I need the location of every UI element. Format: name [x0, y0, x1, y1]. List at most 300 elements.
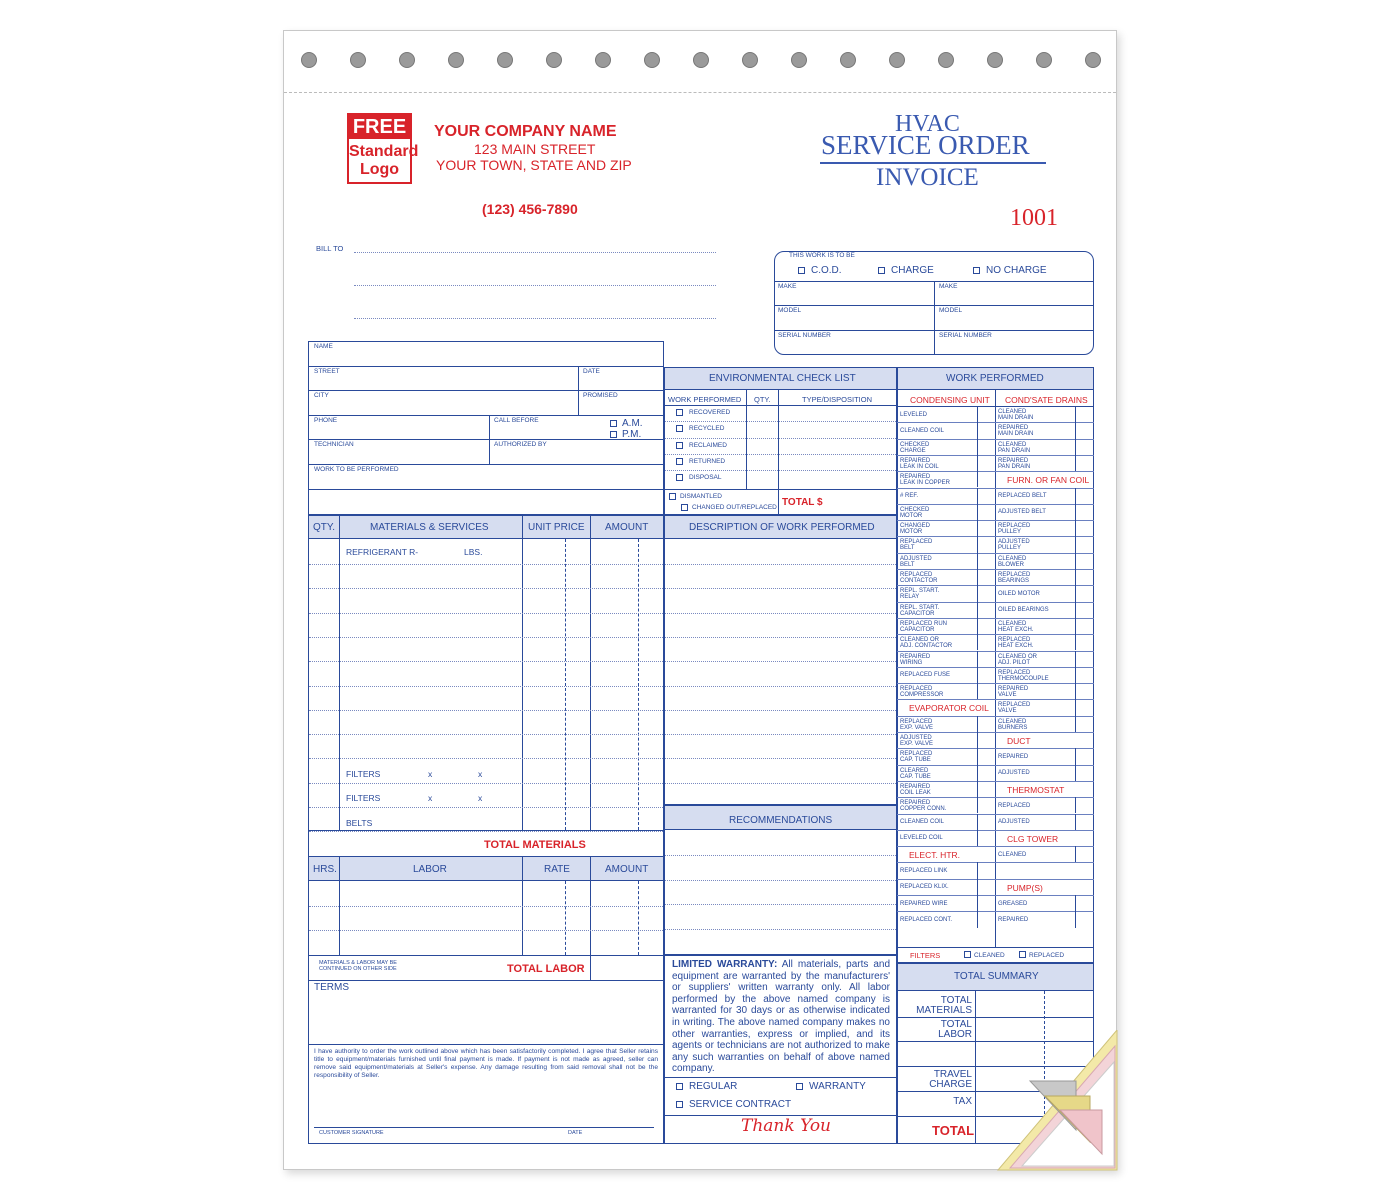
wp-item-left: REPLACED RUN CAPACITOR	[900, 620, 948, 633]
wp-check-col	[1075, 618, 1076, 634]
env-total-label: TOTAL $	[782, 497, 823, 508]
description-line	[665, 588, 896, 589]
wp-row-line	[897, 520, 1094, 521]
wp-check-col	[1075, 553, 1076, 569]
binding-hole	[742, 52, 758, 68]
wp-row-line	[897, 439, 1094, 440]
changed-label: CHANGED OUT/REPLACED	[692, 504, 777, 511]
wp-item-right: CLEANED BLOWER	[998, 555, 1027, 568]
wp-row-line	[897, 602, 1094, 603]
wp-item-left: REPL. START. CAPACITOR	[900, 604, 940, 617]
changed-checkbox[interactable]	[681, 504, 688, 511]
wp-check-col	[1075, 439, 1076, 455]
material-row-line	[309, 661, 663, 662]
env-recovered-checkbox[interactable]	[676, 409, 683, 416]
description-line	[665, 783, 896, 784]
wp-row-line	[897, 748, 1094, 749]
labor-header: LABOR	[413, 864, 447, 875]
description-line	[665, 710, 896, 711]
title-invoice: INVOICE	[876, 164, 979, 191]
wp-section-right: THERMOSTAT	[1007, 784, 1065, 795]
description-line	[665, 758, 896, 759]
wp-check-col	[977, 765, 978, 781]
wp-item-left: REPLACED COMPRESSOR	[900, 686, 944, 699]
wp-item-right: REPLACED BELT	[998, 493, 1047, 499]
labor-amount-header: AMOUNT	[605, 864, 649, 875]
wp-check-col	[977, 748, 978, 764]
filters-x-2b: x	[478, 793, 483, 803]
binding-hole	[546, 52, 562, 68]
wp-row-line	[897, 504, 1094, 505]
wp-check-col	[977, 862, 978, 878]
regular-checkbox[interactable]	[676, 1083, 683, 1090]
materials-header: MATERIALS & SERVICES	[370, 522, 489, 533]
logo-logo: Logo	[359, 161, 400, 178]
wp-check-col	[977, 651, 978, 667]
recommendation-line	[665, 904, 896, 905]
recommendation-line	[665, 855, 896, 856]
env-row-line	[665, 421, 896, 422]
wp-item-right: REPAIRED	[998, 753, 1029, 760]
wp-check-col	[977, 618, 978, 634]
wp-section-left: EVAPORATOR COIL	[909, 703, 989, 714]
binding-hole	[840, 52, 856, 68]
binding-hole	[301, 52, 317, 68]
filters-label-1: FILTERS	[346, 769, 381, 779]
total-materials-label: TOTAL MATERIALS	[484, 839, 586, 851]
service-contract-checkbox[interactable]	[676, 1101, 683, 1108]
binding-hole	[791, 52, 807, 68]
wp-row-line	[897, 536, 1094, 537]
wp-check-col	[1075, 406, 1076, 422]
authorized-label: AUTHORIZED BY	[494, 441, 547, 448]
company-name: YOUR COMPANY NAME	[434, 123, 617, 140]
description-line	[665, 661, 896, 662]
wp-check-col	[977, 781, 978, 797]
no-charge-label: NO CHARGE	[986, 265, 1047, 276]
wp-item-right: REPLACED BEARINGS	[998, 572, 1031, 584]
wp-item-right: GREASED	[998, 900, 1028, 907]
wp-check-col	[1075, 536, 1076, 552]
filters-x-2a: x	[428, 793, 433, 803]
model-label-1: MODEL	[778, 307, 802, 314]
wp-item-right: CLEANED BURNERS	[998, 718, 1028, 731]
cod-label: C.O.D.	[811, 265, 842, 276]
binding-hole	[350, 52, 366, 68]
wp-item-left: CLEANED OR ADJ. CONTACTOR	[900, 637, 953, 650]
wp-item-left: REPAIRED WIRING	[900, 653, 931, 666]
cod-checkbox[interactable]	[798, 267, 805, 274]
wp-check-col	[977, 602, 978, 618]
carbon-copies-corner	[990, 1030, 1120, 1175]
material-row-line	[309, 588, 663, 589]
wp-row-line	[897, 667, 1094, 668]
binding-hole	[987, 52, 1003, 68]
dismantled-checkbox[interactable]	[669, 493, 676, 500]
wp-check-col	[1075, 911, 1076, 927]
wp-item-right: OILED MOTOR	[998, 590, 1040, 597]
wp-item-right: CLEANED PAN DRAIN	[998, 441, 1031, 454]
make-label-2: MAKE	[939, 283, 958, 290]
filters-wp-label: FILTERS	[910, 951, 941, 960]
wp-row-line	[897, 846, 1094, 847]
wp-item-left: REPAIRED LEAK IN COIL	[900, 457, 939, 470]
wp-check-col	[977, 455, 978, 471]
env-row-label: RECOVERED	[689, 409, 731, 416]
description-box	[664, 515, 897, 805]
summary-travel-label: TRAVEL CHARGE	[929, 1069, 972, 1090]
bill-to-line-2[interactable]	[354, 285, 716, 286]
wp-row-line	[897, 781, 1094, 782]
wp-item-right: CLEANED	[998, 851, 1027, 858]
wp-row-line	[897, 830, 1094, 831]
invoice-number: 1001	[1010, 205, 1058, 231]
env-col-qty: QTY.	[754, 395, 771, 404]
wp-item-right: REPLACED HEAT EXCH.	[998, 637, 1034, 650]
pm-checkbox[interactable]	[610, 431, 617, 438]
material-row-line	[309, 758, 663, 759]
binding-hole	[644, 52, 660, 68]
total-summary-title: TOTAL SUMMARY	[954, 971, 1039, 982]
wp-check-col	[1075, 634, 1076, 650]
filters-replaced-checkbox[interactable]	[1019, 951, 1026, 958]
wp-check-col	[977, 439, 978, 455]
wp-check-col	[977, 504, 978, 520]
summary-tm-label: TOTAL MATERIALS	[916, 995, 972, 1016]
title-hvac: HVAC	[895, 111, 960, 137]
wp-item-left: REPLACED EXP. VALVE	[900, 718, 934, 731]
wp-item-right: ADJUSTED	[998, 770, 1030, 777]
wp-section-left: ELECT. HTR.	[909, 850, 961, 861]
rate-header: RATE	[544, 864, 570, 875]
wp-row-line	[897, 732, 1094, 733]
description-line	[665, 613, 896, 614]
wp-check-col	[977, 895, 978, 911]
wp-item-right: ADJUSTED BELT	[998, 509, 1046, 516]
regular-label: REGULAR	[689, 1081, 738, 1092]
wp-item-right: REPLACED PULLEY	[998, 523, 1031, 536]
wp-check-col	[1075, 569, 1076, 585]
wp-row-line	[897, 862, 1094, 863]
terms-label: TERMS	[314, 982, 349, 993]
wp-check-col	[977, 422, 978, 438]
wp-check-col	[1075, 748, 1076, 764]
street-label: STREET	[314, 368, 340, 375]
dismantled-label: DISMANTLED	[680, 493, 722, 500]
material-row-line	[309, 564, 663, 565]
wp-check-col	[1075, 699, 1076, 715]
wp-check-col	[977, 797, 978, 813]
wp-row-line	[897, 651, 1094, 652]
wp-item-right: REPAIRED MAIN DRAIN	[998, 425, 1034, 438]
wp-check-col	[977, 488, 978, 504]
binding-hole	[889, 52, 905, 68]
env-recycled-checkbox[interactable]	[676, 425, 683, 432]
warranty-text: LIMITED WARRANTY: All materials, parts and equipment are warranted by the manufacturers' or suppliers' written warranty only. All labor performed by the above named company is warranted for 30 days or as otherwise indicated in writing. The above named company makes no other warranties, express or implied, and its agents or technicians are not authorized to make any such warranties on behalf of above named company.	[672, 959, 891, 1075]
binding-hole	[1085, 52, 1101, 68]
wp-check-col	[977, 683, 978, 699]
env-col-type: TYPE/DISPOSITION	[802, 395, 873, 404]
wp-item-left: LEVELED	[900, 411, 928, 418]
material-row-line	[309, 831, 663, 832]
wp-check-col	[1075, 585, 1076, 601]
wp-check-col	[977, 520, 978, 536]
wp-row-line	[897, 683, 1094, 684]
wp-item-right: REPLACED	[998, 802, 1031, 809]
wp-check-col	[977, 406, 978, 422]
wp-item-right: ADJUSTED PULLEY	[998, 539, 1030, 552]
wp-section-right: DUCT	[1007, 736, 1031, 746]
thank-you: Thank You	[741, 1116, 832, 1136]
filters-cleaned-label: CLEANED	[974, 952, 1005, 959]
material-row-line	[309, 807, 663, 808]
wp-item-left: REPLACED CAP. TUBE	[900, 751, 933, 764]
bill-to-line-3[interactable]	[354, 318, 716, 319]
summary-tl-label: TOTAL LABOR	[938, 1019, 972, 1040]
wp-item-left: CLEANED COIL	[900, 819, 945, 825]
logo-standard: Standard	[349, 143, 419, 160]
promised-label: PROMISED	[583, 392, 618, 399]
wp-item-right: REPAIRED VALVE	[998, 686, 1029, 699]
binding-hole	[595, 52, 611, 68]
bill-to-label: BILL TO	[316, 244, 344, 253]
filters-x-1b: x	[478, 769, 483, 779]
recommendation-line	[665, 880, 896, 881]
wp-row-line	[897, 618, 1094, 619]
wp-check-col	[1075, 602, 1076, 618]
wp-check-col	[1075, 895, 1076, 911]
env-row-label: RECYCLED	[689, 425, 725, 433]
wp-check-col	[1075, 846, 1076, 862]
perforation-line	[284, 92, 1116, 93]
wp-item-left: REPAIRED COPPER CONN.	[900, 800, 947, 813]
filters-replaced-label: REPLACED	[1029, 952, 1065, 959]
wp-item-left: REPLACED LINK	[900, 867, 948, 874]
model-label-2: MODEL	[939, 307, 963, 314]
materials-box	[308, 515, 664, 981]
wp-item-left: REPLACED BELT	[900, 539, 933, 552]
phone-label: PHONE	[314, 417, 338, 424]
wp-row-line	[897, 797, 1094, 798]
recommendations-header: RECOMMENDATIONS	[729, 815, 833, 826]
wp-item-right: REPLACED VALVE	[998, 702, 1031, 715]
wp-check-col	[1075, 520, 1076, 536]
wp-check-col	[977, 471, 978, 487]
make-label-1: MAKE	[778, 283, 797, 290]
wp-row-line	[897, 553, 1094, 554]
wp-row-line	[897, 716, 1094, 717]
material-row-line	[309, 783, 663, 784]
wp-item-left: CHECKED CHARGE	[900, 441, 930, 454]
env-title: ENVIRONMENTAL CHECK LIST	[709, 373, 856, 384]
wp-check-col	[977, 667, 978, 683]
name-label: NAME	[314, 343, 333, 350]
signature-line[interactable]	[314, 1127, 654, 1128]
wp-check-col	[1075, 797, 1076, 813]
company-city: YOUR TOWN, STATE AND ZIP	[436, 157, 632, 173]
bill-to-line-1[interactable]	[354, 252, 716, 253]
description-line	[665, 734, 896, 735]
city-label: CITY	[314, 392, 329, 399]
signature-date-label: DATE	[568, 1130, 583, 1136]
env-row-label: RETURNED	[689, 457, 726, 465]
env-disposal-checkbox[interactable]	[676, 474, 683, 481]
company-street: 123 MAIN STREET	[474, 141, 596, 157]
env-row-label: RECLAIMED	[689, 441, 727, 449]
invoice-sheet	[283, 30, 1117, 1170]
material-row-line	[309, 686, 663, 687]
wp-check-col	[977, 732, 978, 748]
total-labor-label: TOTAL LABOR	[507, 963, 585, 975]
wp-row-line	[897, 455, 1094, 456]
wp-item-left: LEVELED COIL	[900, 835, 943, 842]
wp-check-col	[1075, 667, 1076, 683]
binding-hole	[399, 52, 415, 68]
material-row-line	[309, 613, 663, 614]
qty-header: QTY.	[313, 522, 336, 533]
condensate-drains-header: COND'SATE DRAINS	[1005, 395, 1088, 405]
work-type-label: THIS WORK IS TO BE	[789, 252, 855, 259]
wp-check-col	[977, 536, 978, 552]
charge-checkbox[interactable]	[878, 267, 885, 274]
wp-item-left: CHANGED MOTOR	[900, 523, 931, 536]
wp-check-col	[1075, 422, 1076, 438]
work-to-be-performed-label: WORK TO BE PERFORMED	[314, 466, 399, 473]
wp-row-line	[897, 585, 1094, 586]
binding-hole	[497, 52, 513, 68]
material-row-line	[309, 734, 663, 735]
material-row-line	[309, 637, 663, 638]
description-line	[665, 637, 896, 638]
wp-row-line	[897, 911, 1094, 912]
free-logo	[347, 113, 419, 184]
wp-check-col	[977, 569, 978, 585]
summary-tax-label: TAX	[953, 1096, 972, 1107]
description-line	[665, 686, 896, 687]
lbs-label: LBS.	[464, 547, 483, 557]
filters-label-2: FILTERS	[346, 793, 381, 803]
serial-label-1: SERIAL NUMBER	[778, 332, 831, 339]
serial-label-2: SERIAL NUMBER	[939, 332, 992, 339]
recommendation-line	[665, 929, 896, 930]
wp-item-right: CLEANED HEAT EXCH.	[998, 620, 1034, 633]
belts-label: BELTS	[346, 818, 373, 828]
env-row-line	[665, 470, 896, 471]
material-row-line	[309, 710, 663, 711]
wp-check-col	[1075, 651, 1076, 667]
wp-item-left: CLEARED CAP. TUBE	[900, 767, 931, 780]
call-before-label: CALL BEFORE	[494, 417, 539, 424]
wp-item-left: # REF.	[900, 493, 919, 499]
pm-label: P.M.	[622, 429, 642, 440]
wp-check-col	[1075, 716, 1076, 732]
date-label: DATE	[583, 368, 600, 375]
wp-row-line	[897, 422, 1094, 423]
env-col-work: WORK PERFORMED	[668, 395, 742, 404]
signature-label: CUSTOMER SIGNATURE	[319, 1130, 384, 1136]
logo-free: FREE	[349, 115, 410, 139]
wp-row-line	[897, 814, 1094, 815]
env-row-line	[665, 438, 896, 439]
title-service-order: SERVICE ORDER	[821, 130, 1030, 160]
wp-check-col	[1075, 504, 1076, 520]
wp-check-col	[1075, 814, 1076, 830]
wp-item-right: ADJUSTED	[998, 819, 1030, 825]
hrs-header: HRS.	[313, 864, 337, 875]
wp-check-col	[977, 634, 978, 650]
no-charge-checkbox[interactable]	[973, 267, 980, 274]
wp-section-right: FURN. OR FAN COIL	[1007, 475, 1090, 486]
wp-check-col	[977, 830, 978, 846]
wp-item-right: REPLACED THERMOCOUPLE	[998, 669, 1049, 682]
env-returned-checkbox[interactable]	[676, 458, 683, 465]
wp-item-left: CLEANED COIL	[900, 427, 945, 434]
wp-section-right: PUMP(S)	[1007, 882, 1043, 893]
wp-item-right: REPAIRED PAN DRAIN	[998, 457, 1031, 470]
am-checkbox[interactable]	[610, 420, 617, 427]
wp-row-line	[897, 895, 1094, 896]
work-performed-title: WORK PERFORMED	[946, 373, 1044, 384]
warranty-checkbox[interactable]	[796, 1083, 803, 1090]
wp-check-col	[1075, 765, 1076, 781]
binding-hole	[448, 52, 464, 68]
company-phone: (123) 456-7890	[482, 201, 578, 217]
wp-row-line	[897, 765, 1094, 766]
description-line	[665, 564, 896, 565]
charge-label: CHARGE	[891, 265, 934, 276]
technician-label: TECHNICIAN	[314, 441, 354, 448]
wp-check-col	[977, 716, 978, 732]
wp-item-left: REPLACED CONT.	[900, 916, 953, 923]
wp-check-col	[977, 585, 978, 601]
warranty-label: WARRANTY	[809, 1081, 866, 1092]
continued-note-2: CONTINUED ON OTHER SIDE	[319, 966, 397, 972]
filters-x-1a: x	[428, 769, 433, 779]
filters-cleaned-checkbox[interactable]	[964, 951, 971, 958]
wp-item-right: OILED BEARINGS	[998, 607, 1049, 614]
env-reclaimed-checkbox[interactable]	[676, 442, 683, 449]
binding-hole	[938, 52, 954, 68]
wp-item-left: CHECKED MOTOR	[900, 506, 930, 519]
wp-item-left: REPLACED CONTACTOR	[900, 572, 938, 584]
grand-total-label: TOTAL	[932, 1123, 975, 1138]
wp-section-right: CLG TOWER	[1007, 833, 1059, 844]
wp-item-right: REPAIRED	[998, 916, 1029, 923]
unit-price-header: UNIT PRICE	[528, 522, 585, 533]
wp-check-col	[977, 814, 978, 830]
wp-check-col	[1075, 488, 1076, 504]
wp-check-col	[1075, 455, 1076, 471]
binding-hole	[1036, 52, 1052, 68]
service-contract-label: SERVICE CONTRACT	[689, 1099, 792, 1110]
refrigerant-label: REFRIGERANT R-	[346, 547, 419, 557]
wp-check-col	[1075, 683, 1076, 699]
authorization-text: I have authority to order the work outlined above which has been satisfactorily completed. I agree that Seller retains title to equipment/materials furnished until final payment is made. If payment is not made as agreed, seller can remove said equipment/materials at Seller's expense. Any damage resulting from said removal shall not be the responsibility of Seller.	[314, 1048, 658, 1079]
wp-item-right: CLEANED OR ADJ. PILOT	[998, 653, 1038, 666]
wp-item-left: REPAIRED COIL LEAK	[900, 783, 931, 796]
wp-row-line	[897, 471, 1094, 472]
wp-check-col	[977, 911, 978, 927]
wp-row-line	[897, 634, 1094, 635]
wp-row-line	[897, 488, 1094, 489]
wp-row-line	[897, 569, 1094, 570]
wp-item-left: ADJUSTED EXP. VALVE	[900, 735, 934, 747]
wp-item-right: CLEANED MAIN DRAIN	[998, 409, 1034, 421]
condensing-unit-header: CONDENSING UNIT	[910, 395, 990, 405]
wp-item-left: REPL. START. RELAY	[900, 588, 940, 601]
amount-header: AMOUNT	[605, 522, 649, 533]
wp-row-line	[897, 879, 1094, 880]
